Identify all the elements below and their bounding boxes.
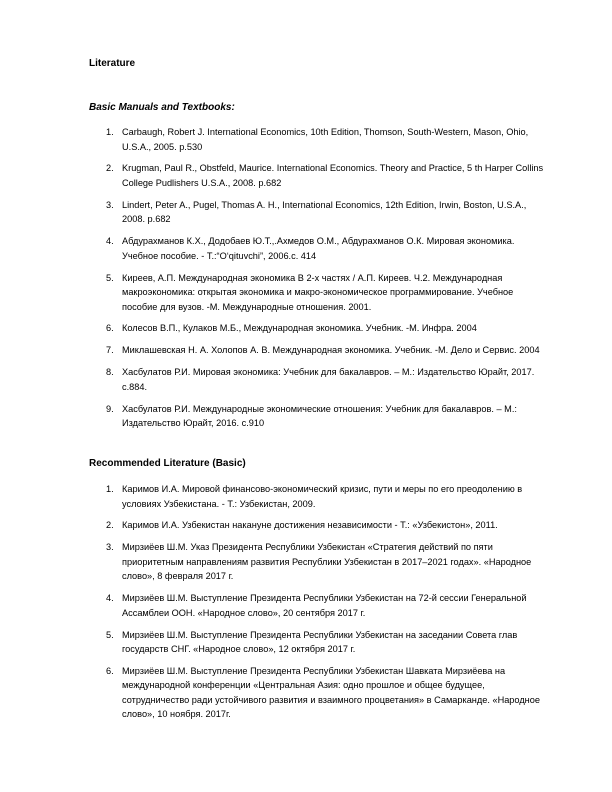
list-item [89,234,549,263]
item-text: Мирзиёев Ш.М. Выступление Президента Республики Узбекистан на заседании Совета глав государств СНГ. «Народное слово», 12 октября 2017 г. [122,629,518,655]
item-number: 4. [106,236,114,247]
item-number: 3. [106,199,114,210]
item-text: Мирзиёев Ш.М. Выступление Президента Республики Узбекистан на 72-й сессии Генеральной Ассамблеи ООН. «Народное слово», 20 сентября 2017 г. [122,593,527,618]
item-text: Миклашевская Н. А. Холопов А. В. Международная экономика. Учебник. -М. Дело и Сервис. 2004 [122,345,540,356]
item-number: 2. [106,163,114,174]
item-number: 6. [106,323,114,334]
item-text: Krugman, Paul R., Obstfeld, Maurice. International Economics. Theory and Practice, 5 th Harper Collins College Pudlishers U.S.A., 2008. p.682 [122,163,544,188]
item-text: Каримов И.А. Мировой финансово-экономический кризис, пути и меры по его преодолению в условиях Узбекистана. - Т.: Узбекистан, 2009. [122,484,523,509]
section-heading-recommended-literature: Recommended Literature (Basic) [89,458,246,469]
item-number: 1. [106,127,114,137]
recommended-literature-list [89,482,549,729]
page-title: Literature [89,58,136,69]
item-text: Мирзиёев Ш.М. Указ Президента Республики Узбекистан «Стратегия действий по пяти приоритетным направлениям развития Республики Узбекистан в 2017–2021 годах». «Народное слово», 8 февраля 2017 г. [122,542,532,582]
list-item [89,271,549,315]
item-text: Каримов И.А. Узбекистан накануне достижения независимости - Т.: «Узбекистон», 2011. [122,520,498,531]
list-item [89,540,549,584]
basic-manuals-list [89,125,549,438]
list-item [89,482,549,511]
list-item [89,365,549,394]
item-number: 1. [106,484,114,494]
item-text: Lindert, Peter A., Pugel, Thomas A. H., International Economics, 12th Edition, Irwin, Boston, U.S.A., 2008. p.682 [122,199,527,225]
item-number: 6. [106,665,114,676]
list-item [89,125,549,154]
item-text: Киреев, А.П. Международная экономика В 2-х частях / А.П. Киреев. Ч.2. Международная макроэкономика: открытая экономика и макро-экономическое программирование. Учебное пособие для вузов. -М. Международные отношения. 2001. [122,272,514,312]
item-number: 8. [106,367,114,378]
item-number: 5. [106,629,114,640]
item-number: 5. [106,272,114,283]
item-text: Carbaugh, Robert J. International Economics, 10th Edition, Thomson, South-Western, Mason, Ohio, U.S.A., 2005. p.530 [122,127,529,152]
list-item [89,664,549,722]
item-number: 4. [106,593,114,604]
item-number: 3. [106,542,114,553]
list-item [89,321,549,336]
list-item [89,198,549,227]
item-text: Хасбулатов Р.И. Международные экономические отношения: Учебник для бакалавров. – М.: Издательство Юрайт, 2016. с.910 [122,403,517,429]
item-text: Колесов В.П., Кулаков М.Б., Международная экономика. Учебник. -М. Инфра. 2004 [122,323,477,334]
list-item [89,628,549,657]
item-text: Абдурахманов К.Х., Додобаев Ю.Т.,.Ахмедов О.М., Абдурахманов О.К. Мировая экономика. Учебное пособие. - Т.:“O‘qituvchi”, 2006.с. 414 [122,236,515,261]
list-item [89,161,549,190]
list-item [89,343,549,358]
section-heading-basic-manuals: Basic Manuals and Textbooks: [89,102,235,113]
list-item [89,591,549,620]
item-text: Хасбулатов Р.И. Мировая экономика: Учебник для бакалавров. – М.: Издательство Юрайт, 2017. с.884. [122,367,535,392]
item-number: 9. [106,403,114,414]
list-item [89,402,549,431]
list-item [89,518,549,533]
item-number: 2. [106,520,114,531]
item-text: Мирзиёев Ш.М. Выступление Президента Республики Узбекистан Шавката Мирзиёева на международной конференции «Центральная Азия: одно прошлое и общее будущее, сотрудничество ради устойчивого развития и взаимного процветания» в Самарканде. «Народное слово», 10 ноября. 2017г. [122,665,540,720]
item-number: 7. [106,345,114,356]
